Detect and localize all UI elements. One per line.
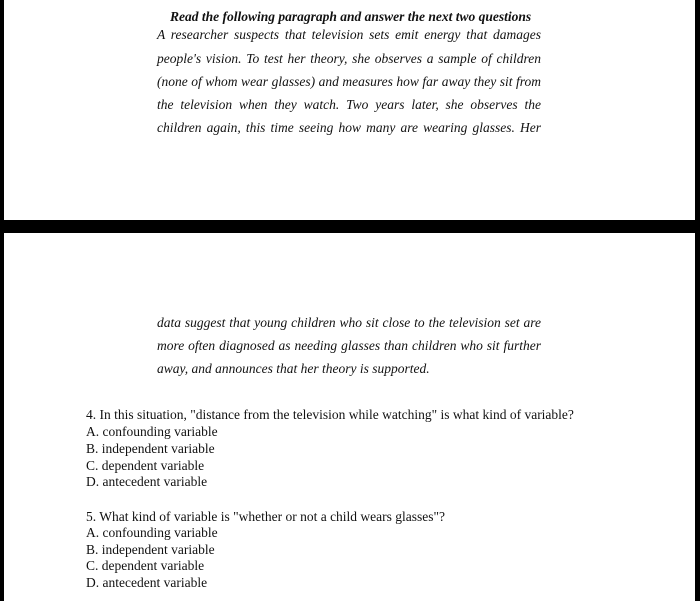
- paragraph-line: people's vision. To test her theory, she observes a sample of children: [157, 51, 541, 66]
- paragraph-line: (none of whom wear glasses) and measures how far away they sit from: [157, 74, 541, 89]
- question-4: 4. In this situation, "distance from the television while watching" is what kind of variable?: [86, 407, 574, 422]
- question-4-option-c: C. dependent variable: [86, 458, 205, 473]
- question-4-option-a: A. confounding variable: [86, 424, 218, 439]
- paragraph-line: A researcher suspects that television sets emit energy that damages: [157, 27, 541, 42]
- question-4-option-d: D. antecedent variable: [86, 474, 208, 489]
- instruction-heading: Read the following paragraph and answer the next two questions: [170, 9, 532, 24]
- question-4-option-b: B. independent variable: [86, 441, 215, 456]
- question-5: 5. What kind of variable is "whether or not a child wears glasses"?: [86, 509, 446, 524]
- document-page-top: [4, 0, 695, 220]
- question-5-option-d: D. antecedent variable: [86, 575, 208, 590]
- paragraph-line: the television when they watch. Two years later, she observes the: [157, 97, 541, 112]
- paragraph-line: away, and announces that her theory is supported.: [157, 361, 430, 376]
- document-page-bottom: [4, 233, 695, 601]
- paragraph-line: data suggest that young children who sit close to the television set are: [157, 315, 541, 330]
- question-5-option-b: B. independent variable: [86, 542, 215, 557]
- question-5-option-c: C. dependent variable: [86, 558, 205, 573]
- paragraph-line: more often diagnosed as needing glasses than children who sit further: [157, 338, 541, 353]
- question-5-option-a: A. confounding variable: [86, 525, 218, 540]
- paragraph-line: children again, this time seeing how many are wearing glasses. Her: [157, 120, 541, 135]
